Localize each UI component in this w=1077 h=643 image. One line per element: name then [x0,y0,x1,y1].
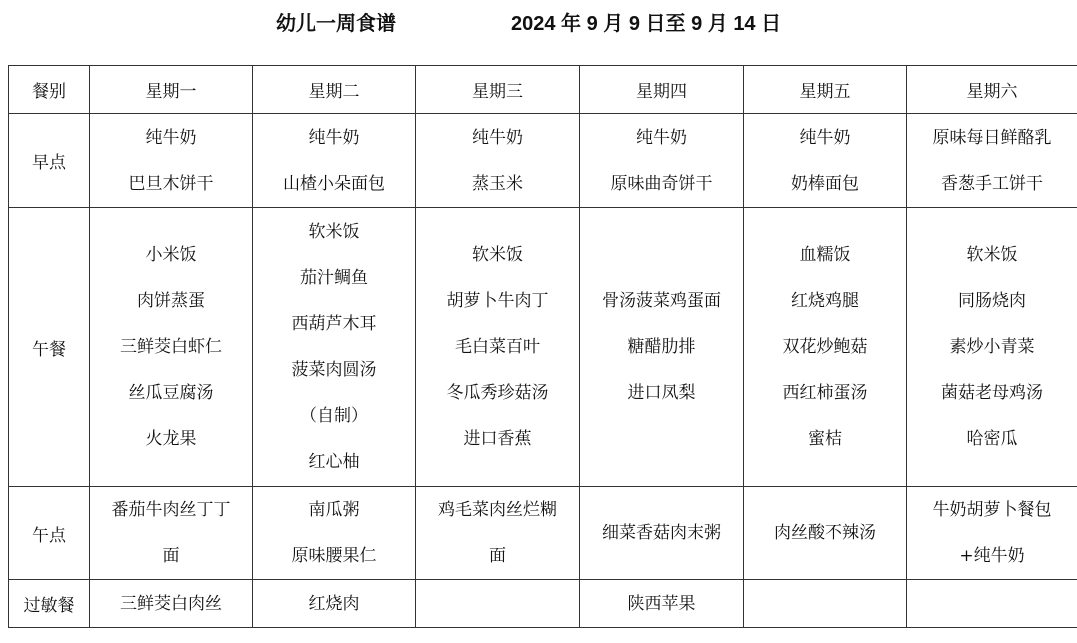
menu-item: 蒸玉米 [472,173,523,194]
menu-item: 红心柚 [308,452,360,472]
menu-cell-saturday [907,208,1077,487]
menu-item: 纯牛奶 [636,127,687,148]
menu-item: 毛白菜百叶 [455,337,540,357]
menu-cell-thursday [580,487,744,580]
menu-cell-thursday [580,208,744,487]
weekly-menu-table [8,65,1077,628]
column-header-monday: 星期一 [90,66,253,114]
menu-cell-friday [744,114,907,208]
menu-cell-saturday [907,487,1077,580]
menu-cell-wednesday [416,208,580,487]
menu-cell-friday [744,580,907,628]
menu-item: 哈密瓜 [966,429,1018,449]
menu-item: 奶棒面包 [791,173,859,194]
menu-item: 纯牛奶 [308,127,360,148]
allergy-row [9,580,1077,628]
menu-item: 软米饭 [966,245,1018,265]
menu-cell-monday [90,487,253,580]
page-header [0,7,1077,37]
meal-label: 早点 [9,114,90,208]
menu-item: 进口香蕉 [463,429,532,449]
menu-item: 纯牛奶 [472,127,523,148]
menu-item: 糖醋肋排 [627,337,696,357]
menu-item: 茄汁鲷鱼 [300,268,368,288]
menu-cell-saturday [907,580,1077,628]
menu-item: 血糯饭 [799,245,851,265]
menu-cell-thursday [580,114,744,208]
menu-item: 软米饭 [308,222,360,242]
menu-item: 双花炒鲍菇 [782,337,868,357]
lunch-row [9,208,1077,487]
snack-row [9,487,1077,580]
date-range: 2024 年 9 月 9 日至 9 月 14 日 [511,13,782,35]
meal-label: 午点 [9,487,90,580]
menu-item: 胡萝卜牛肉丁 [446,291,549,311]
menu-item: 番茄牛肉丝丁丁 [111,500,231,520]
column-header-saturday: 星期六 [907,66,1077,114]
menu-cell-monday [90,114,253,208]
menu-cell-monday [90,580,253,628]
menu-item: 三鲜茭白虾仁 [120,337,222,357]
menu-item: 面 [489,546,506,566]
menu-item: 丝瓜豆腐汤 [128,383,214,403]
menu-item: 原味曲奇饼干 [610,173,713,194]
menu-item: 纯牛奶 [145,127,197,148]
menu-cell-thursday [580,580,744,628]
menu-cell-tuesday [253,114,416,208]
menu-item: 原味腰果仁 [291,546,377,566]
menu-item: 火龙果 [145,429,197,449]
menu-item: 西葫芦木耳 [291,314,377,334]
menu-item: 陕西苹果 [627,593,696,614]
menu-item: 原味每日鲜酪乳 [932,127,1052,148]
menu-cell-saturday [907,114,1077,208]
column-header-friday: 星期五 [744,66,907,114]
menu-cell-wednesday [416,580,580,628]
column-header-thursday: 星期四 [580,66,744,114]
menu-item: 冬瓜秀珍菇汤 [446,383,549,403]
menu-title: 幼儿一周食谱 [276,13,396,35]
menu-item: 鸡毛菜肉丝烂糊 [438,500,557,520]
menu-item: 素炒小青菜 [949,337,1035,357]
menu-cell-tuesday [253,208,416,487]
menu-item: 牛奶胡萝卜餐包 [932,500,1052,520]
menu-item: 蜜桔 [808,429,842,449]
menu-cell-monday [90,208,253,487]
menu-cell-tuesday [253,580,416,628]
header-row [9,66,1077,114]
breakfast-row [9,114,1077,208]
meal-label: 午餐 [9,208,90,487]
menu-item: 山楂小朵面包 [283,173,385,194]
menu-item: 菌菇老母鸡汤 [941,383,1043,403]
meal-label: 过敏餐 [9,580,90,628]
menu-item: 肉饼蒸蛋 [137,291,205,311]
menu-item: 肉丝酸不辣汤 [774,523,876,543]
column-header-wednesday: 星期三 [416,66,580,114]
menu-item: 软米饭 [472,245,523,265]
menu-cell-friday [744,487,907,580]
menu-item: 西红柿蛋汤 [782,383,868,403]
menu-item: 面 [162,546,180,566]
column-header-tuesday: 星期二 [253,66,416,114]
menu-cell-wednesday [416,114,580,208]
menu-item: 同肠烧肉 [958,291,1026,311]
menu-item: （自制） [300,406,368,426]
menu-item: 菠菜肉圆汤 [291,360,377,380]
menu-item: 进口凤梨 [627,383,696,403]
menu-item: 骨汤菠菜鸡蛋面 [602,291,721,311]
menu-item: 红烧肉 [308,593,360,614]
menu-item: 纯牛奶 [799,127,851,148]
menu-item: 南瓜粥 [308,500,360,520]
menu-cell-wednesday [416,487,580,580]
menu-item: +纯牛奶 [959,546,1025,566]
menu-item: 细菜香菇肉末粥 [602,523,721,543]
menu-cell-friday [744,208,907,487]
menu-item: 小米饭 [145,245,197,265]
column-header-meal: 餐别 [9,66,90,114]
menu-item: 香葱手工饼干 [941,173,1043,194]
menu-item: 三鲜茭白肉丝 [120,593,222,614]
menu-item: 巴旦木饼干 [128,173,214,194]
menu-cell-tuesday [253,487,416,580]
menu-item: 红烧鸡腿 [791,291,859,311]
